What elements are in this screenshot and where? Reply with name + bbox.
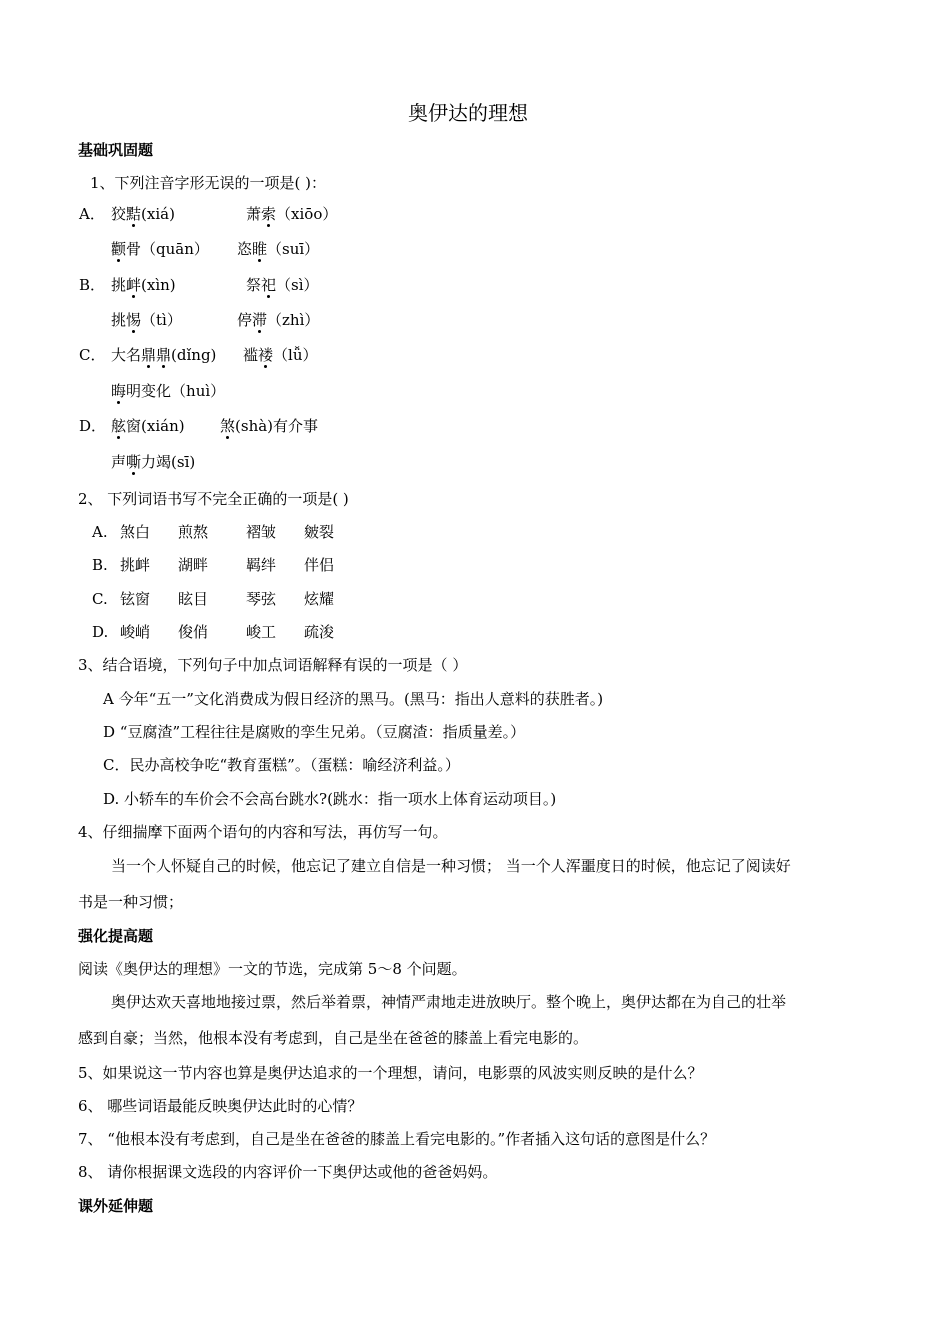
emphasis-dot-char: 索 (261, 205, 277, 223)
q3-option-4: D. 小轿车的车价会不会高台跳水?(跳水：指一项水上体育运动项目。) (103, 790, 557, 808)
q1-option-c-word-3: 晦明变化（huì） (111, 382, 226, 400)
q1-option-a-word-4: 恣睢（suī） (237, 240, 320, 258)
q4-example-line-1: 当一个人怀疑自己的时候，他忘记了建立自信是一种习惯； 当一个人浑噩度日的时候，他忘记了阅读好 (111, 857, 791, 875)
reading-passage-line-2: 感到自豪；当然，他根本没有考虑到，自己是坐在爸爸的膝盖上看完电影的。 (78, 1029, 589, 1047)
question-2-stem: 2、 下列词语书写不完全正确的一项是( ) (78, 490, 349, 508)
emphasis-dot-char: 嘶 (126, 453, 142, 471)
question-4-stem: 4、仔细揣摩下面两个语句的内容和写法，再仿写一句。 (78, 823, 448, 841)
q3-option-2: D “豆腐渣”工程往往是腐败的孪生兄弟。（豆腐渣：指质量差。） (103, 723, 526, 741)
reading-passage-line-1: 奥伊达欢天喜地地接过票，然后举着票，神情严肃地走进放映厅。整个晚上，奥伊达都在为自己的壮举 (111, 993, 787, 1011)
reading-intro: 阅读《奥伊达的理想》一文的节选，完成第 5～8 个问题。 (78, 960, 467, 978)
question-1-stem: 1、下列注音字形无误的一项是( )： (90, 174, 327, 192)
question-8: 8、 请你根据课文选段的内容评价一下奥伊达或他的爸爸妈妈。 (78, 1163, 498, 1181)
emphasis-dot-char: 颧 (111, 240, 127, 258)
q1-option-b-label: B． (79, 276, 106, 294)
emphasis-dot-char: 黠 (126, 205, 142, 223)
emphasis-dot-char: 惕 (126, 311, 142, 329)
q1-option-b-word-1: 挑衅(xìn) (111, 276, 176, 294)
question-5: 5、如果说这一节内容也算是奥伊达追求的一个理想，请问，电影票的风波实则反映的是什么？ (78, 1064, 703, 1082)
q1-option-b-word-4: 停滞（zhì） (237, 311, 320, 329)
q1-option-d-word-3: 声嘶力竭(sī) (111, 453, 196, 471)
section-heading-extension: 课外延伸题 (78, 1197, 154, 1215)
emphasis-dot-char: 鼎 (156, 346, 172, 364)
q2-option-b: B. 挑衅 湖畔 羁绊 伴侣 (92, 556, 335, 574)
q1-option-c-word-2: 褴褛（lǚ） (243, 346, 318, 364)
emphasis-dot-char: 衅 (126, 276, 142, 294)
emphasis-dot-char: 祀 (261, 276, 277, 294)
emphasis-dot-char: 褛 (258, 346, 274, 364)
q1-option-a-label: A． (79, 205, 105, 223)
q1-option-c-label: C． (79, 346, 106, 364)
q1-option-a-word-3: 颧骨（quān） (111, 240, 209, 258)
question-3-stem: 3、结合语境，下列句子中加点词语解释有误的一项是（ ） (78, 656, 468, 674)
emphasis-dot-char: 煞 (220, 417, 236, 435)
q1-option-b-word-2: 祭祀（sì） (246, 276, 319, 294)
question-6: 6、 哪些词语最能反映奥伊达此时的心情？ (78, 1097, 363, 1115)
q1-option-b-word-3: 挑惕（tì） (111, 311, 182, 329)
emphasis-dot-char: 鼎 (141, 346, 157, 364)
emphasis-dot-char: 滞 (252, 311, 268, 329)
page-title: 奥伊达的理想 (408, 101, 528, 125)
section-heading-advanced: 强化提高题 (78, 927, 154, 945)
emphasis-dot-char: 睢 (252, 240, 268, 258)
q2-option-c: C. 铉窗 眩目 琴弦 炫耀 (92, 590, 335, 608)
q1-option-d-label: D． (79, 417, 107, 435)
q3-option-3: C．民办高校争吃“教育蛋糕”。（蛋糕：喻经济利益。） (103, 756, 460, 774)
q2-option-a: A. 煞白 煎熬 褶皱 皴裂 (92, 523, 335, 541)
q3-option-1: A 今年“五一”文化消费成为假日经济的黑马。(黑马：指出人意料的获胜者。) (103, 690, 604, 708)
emphasis-dot-char: 晦 (111, 382, 127, 400)
q1-option-a-word-1: 狡黠(xiá) (111, 205, 175, 223)
q4-example-line-2: 书是一种习惯； (78, 893, 184, 911)
q1-option-a-word-2: 萧索（xiōo） (246, 205, 338, 223)
q2-option-d: D. 峻峭 俊俏 峻工 疏浚 (92, 623, 335, 641)
q1-option-c-word-1: 大名鼎鼎(dǐng) (111, 346, 217, 364)
section-heading-basic: 基础巩固题 (78, 141, 154, 159)
emphasis-dot-char: 舷 (111, 417, 127, 435)
q1-option-d-word-1: 舷窗(xián) (111, 417, 185, 435)
q1-option-d-word-2: 煞(shà)有介事 (220, 417, 319, 435)
question-7: 7、 “他根本没有考虑到，自己是坐在爸爸的膝盖上看完电影的。”作者插入这句话的意图是什么？ (78, 1130, 716, 1148)
